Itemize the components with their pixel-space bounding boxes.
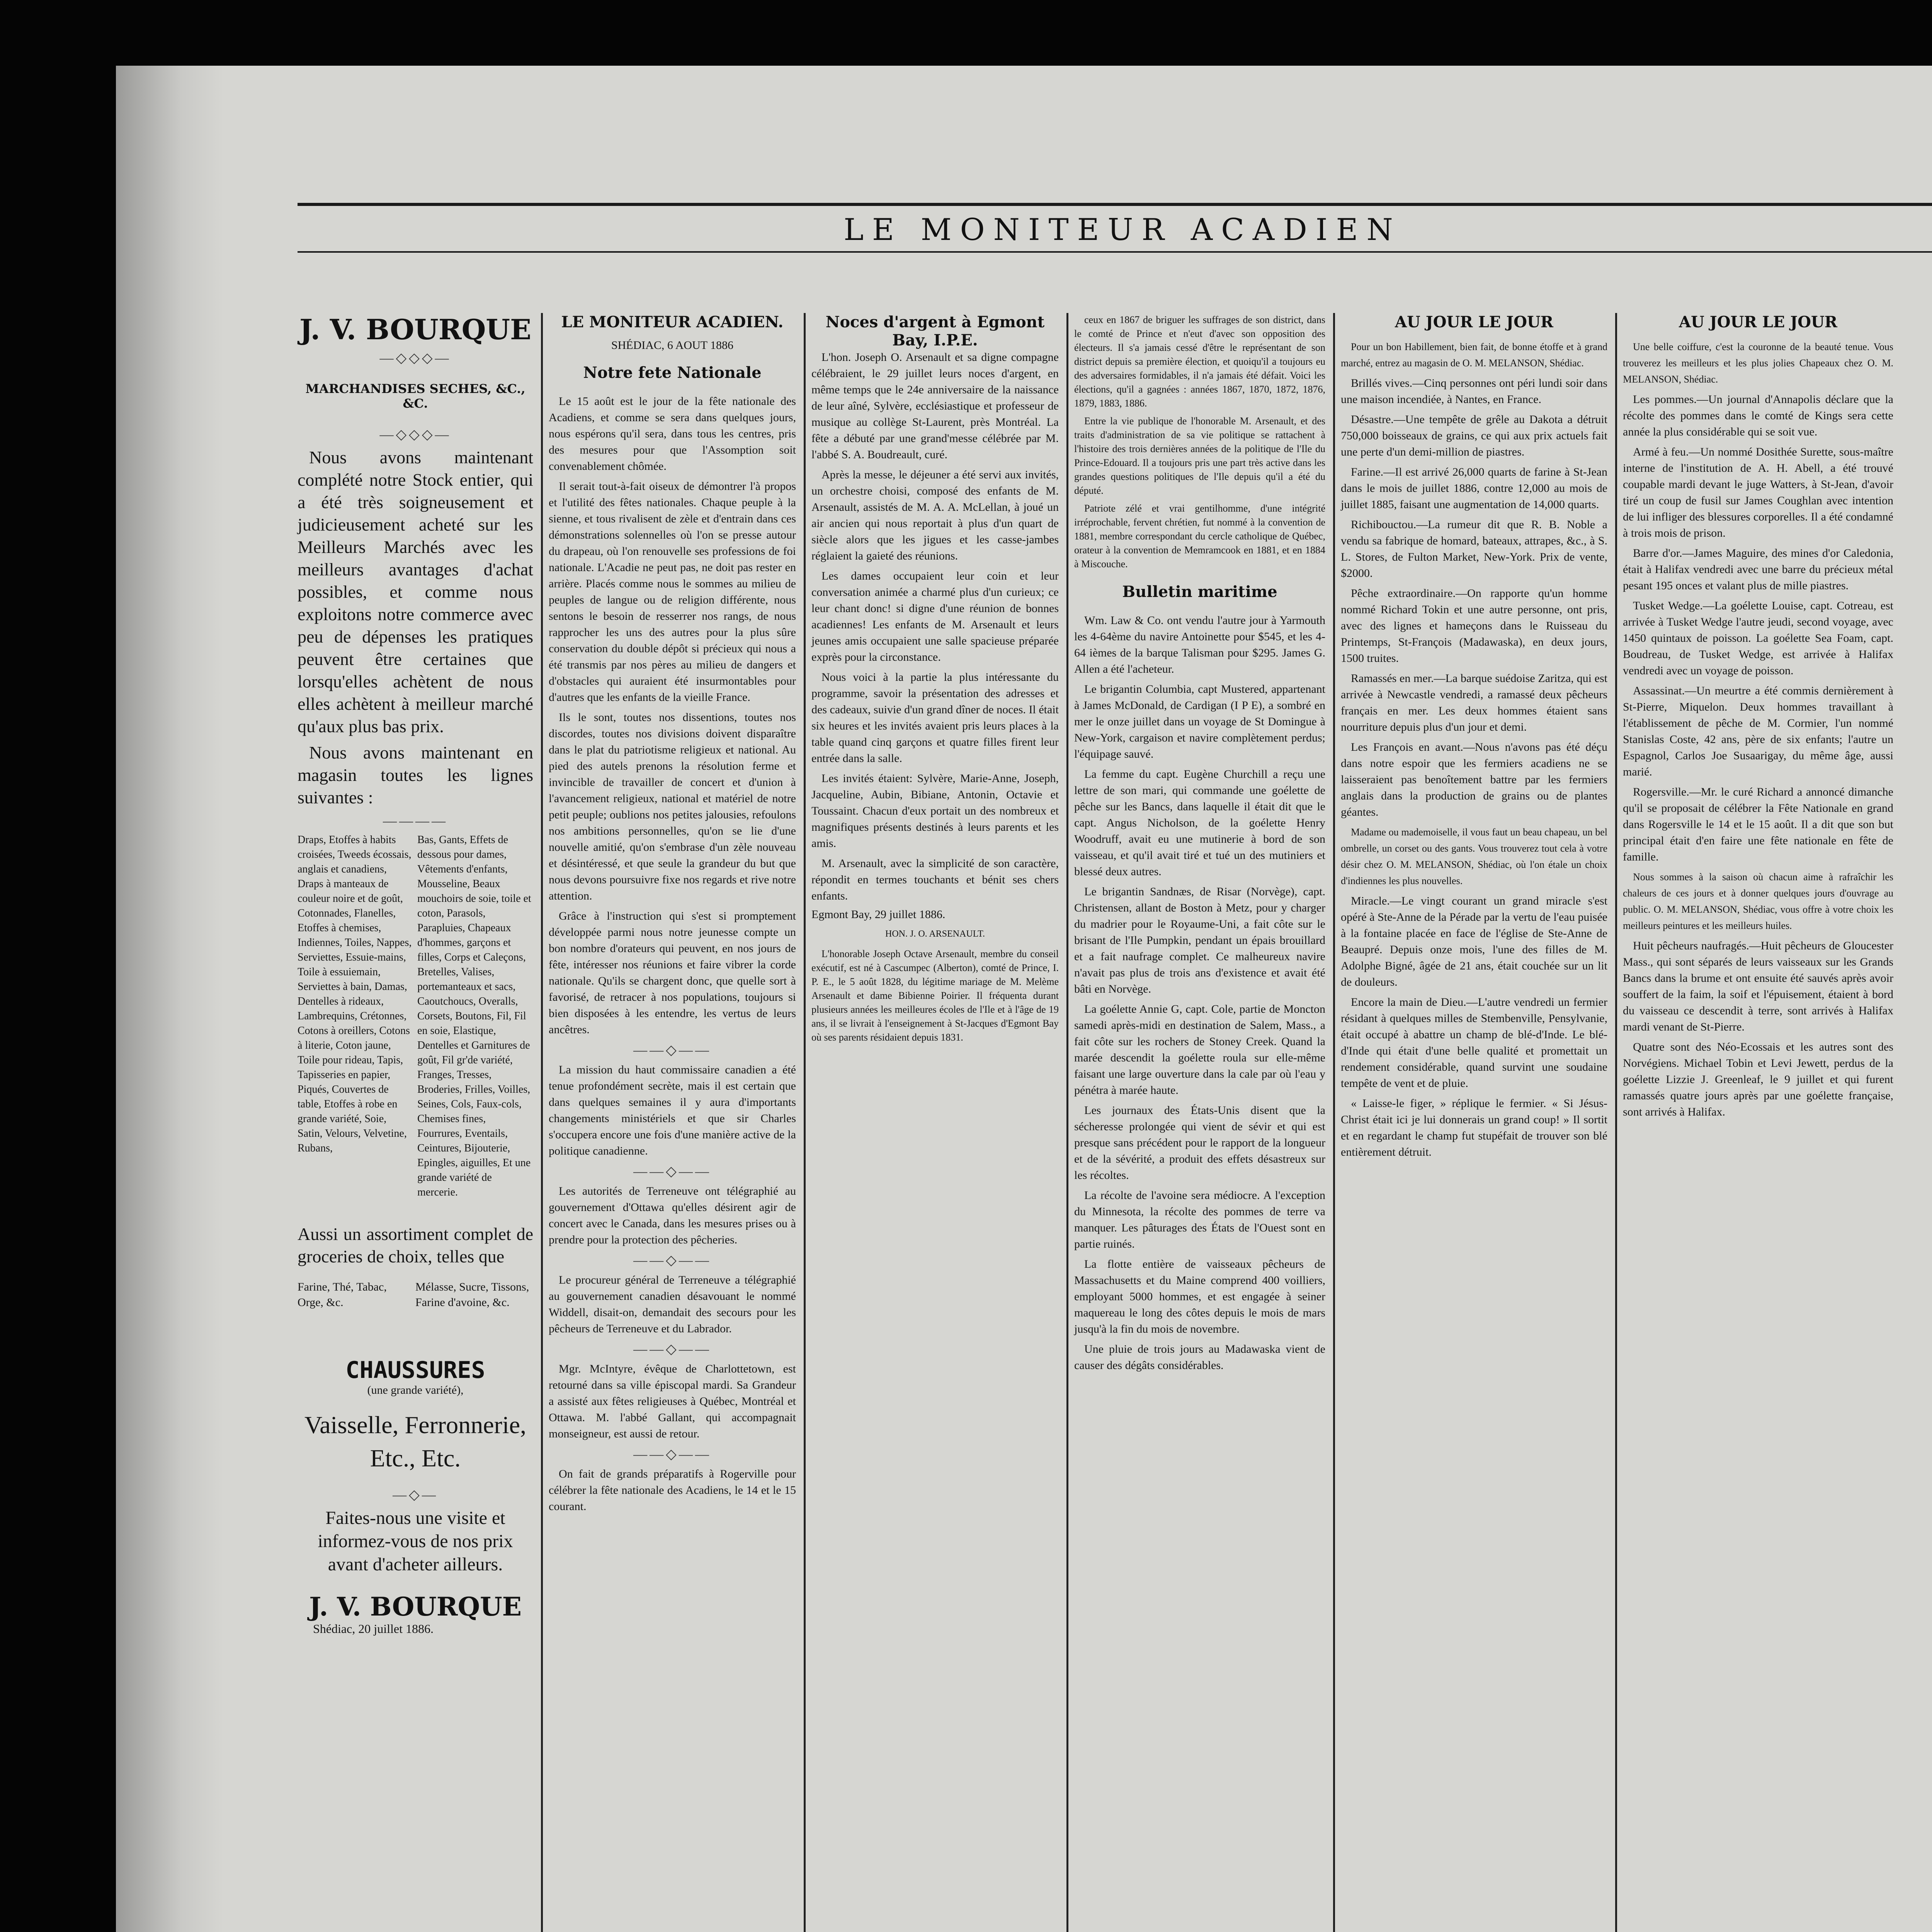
news-item: Brillés vives.—Cinq personnes ont péri lundi soir dans une maison incendiée, à Nantes, en France. [1341, 377, 1607, 406]
divider: ——◇—— [633, 1446, 711, 1462]
bourque-advertisement [298, 313, 533, 1636]
paragraph: L'hon. Joseph O. Arsenault et sa digne compagne célébraient, le 29 juillet leurs noces d'argent, en même temps que le 24e anniversaire de la naissance de leur aîné, Sylvère, ecclésiastique et professeur de musique au collège St-Laurent, près Montréal. La fête a débuté par une grand'messe célébrée par M. l'abbé S. A. Boudreault, curé. [811, 351, 1059, 461]
page-fold-shadow [116, 66, 224, 1932]
ad-intro-2: Nous avons maintenant en magasin toutes les lignes suivantes : [298, 743, 533, 807]
au-jour-le-jour-column-2 [1623, 313, 1893, 1124]
au-jour-le-jour-column-1 [1341, 313, 1607, 1164]
news-item: Encore la main de Dieu.—L'autre vendredi un fermier résidant à quelques milles de Stembenville, Pensylvanie, était occupé à abattre un champ de blé-d'Inde. Le blé-d'Inde qui était d'une belle qualité et promettait un rendement considérable, quand survint une soudaine tempête de vent et de pluie. [1341, 996, 1607, 1090]
ad-subtitle: MARCHANDISES SECHES, &C., &C. [305, 381, 526, 411]
noces-column [811, 313, 1059, 1048]
groceries-title: Aussi un assortiment complet de groceries de choix, telles que [298, 1224, 533, 1266]
masthead-bottom-rule [298, 251, 1932, 253]
ad-name: J. V. BOURQUE [299, 313, 531, 346]
divider: ——◇—— [633, 1252, 711, 1268]
paragraph: Les invités étaient: Sylvère, Marie-Anne, Joseph, Jacqueline, Aubin, Bibiane, Antonin, Octavie et Toussaint. Chacun d'eux portait un des nombreux et magnifiques présents destinés à leurs parents et les amis. [811, 772, 1059, 850]
paragraph: ceux en 1867 de briguer les suffrages de son district, dans le comté de Prince et n'eut d'avec son opposition des électeurs. Il s'a jamais cessé d'être le représentant de son district depuis sa première élection, et quoiqu'il a toujours eu des adversaires formidables, il n'a jamais été défait. Voici les élections, qu'il a gagnées : années 1867, 1870, 1872, 1876, 1879, 1883, 1886. [1074, 314, 1325, 409]
column-rule [1066, 313, 1068, 1932]
paragraph: La flotte entière de vaisseaux pêcheurs de Massachusetts et du Maine comprend 400 voilliers, employant 5000 hommes, et est engagée à seiner maquereau le long des côtes depuis le mois de mars jusqu'à la fin du mois de novembre. [1074, 1258, 1325, 1335]
paragraph: Ils le sont, toutes nos dissentions, toutes nos discordes, toutes nos divisions doivent disparaître dans le plat du patriotisme religieux et national. Au pied des autels prenons la résolution ferme et invincible de travailler de concert et d'union à l'avancement religieux, national et matériel de notre petit peuple; oublions nos petites jalousies, refoulons nos ambitions personnelles, qu'on se lie d'une nouvelle amitié, qu'on s'embrase d'un zèle nouveau et désintéressé, et que seule la grandeur du but que nous devons poursuivre fixe nos regards et rive notre attention. [549, 711, 796, 902]
news-item: Les pommes.—Un journal d'Annapolis déclare que la récolte des pommes dans le comté de Kings sera cette année la plus considérable qui se soit vue. [1623, 393, 1893, 438]
paragraph: Le procureur général de Terreneuve a télégraphié au gouvernement canadien désavouant le nommé Widdell, disait-on, demandait des secours pour les pêcheurs de Terreneuve et du Labrador. [549, 1274, 796, 1335]
paragraph: Une pluie de trois jours au Madawaska vient de causer des dégâts considérables. [1074, 1343, 1325, 1372]
news-item: Huit pêcheurs naufragés.—Huit pêcheurs de Gloucester Mass., qui sont séparés de leurs vaisseaux sur les Grands Bancs dans la brume et ont ensuite été sauvés après avoir souffert de la faim, la soif et l'épuisement, étaient à bord du vaisseau ce descendit à terre, sont arrivés à Halifax mardi venant de St-Pierre. [1623, 939, 1893, 1033]
signoff: Egmont Bay, 29 juillet 1886. [811, 908, 946, 921]
paragraph: Entre la vie publique de l'honorable M. Arsenault, et des traits d'administration de sa vie politique se rattachent à l'histoire des trois dernières années de la politique de l'Ile du Prince-Edouard. Il a toujours pris une part très active dans les grandes questions politiques de l'Ile depuis qu'il a été du député. [1074, 415, 1325, 496]
divider: ——◇—— [633, 1042, 711, 1058]
column-header: AU JOUR LE JOUR [1679, 313, 1838, 331]
column-header: AU JOUR LE JOUR [1395, 313, 1554, 331]
masthead-top-rule [298, 203, 1932, 206]
ad-signature: J. V. BOURQUE [309, 1592, 522, 1622]
column-rule [804, 313, 806, 1932]
divider: ———— [383, 813, 448, 828]
news-item: Miracle.—Le vingt courant un grand miracle s'est opéré à Ste-Anne de la Pérade par la vertu de l'eau puisée à la fontaine placée en face de l'église de Ste-Anne de Beaupré. Depuis onze mois, l'une des filles de M. Adolphe Bigné, âgée de 21 ans, était couchée sur un lit de douleurs. [1341, 895, 1607, 988]
paragraph: Les dames occupaient leur coin et leur conversation animée a charmé plus d'un curieux; ce leur chant donc! si digne d'une réunion de bonnes acadiennes! Les enfants de M. Arsenault et leurs jeunes amis occupaient une salle spacieuse préparée exprès pour la circonstance. [811, 570, 1059, 663]
bio-title: HON. J. O. ARSENAULT. [885, 929, 985, 939]
news-item: « Laisse-le figer, » réplique le fermier. « Si Jésus-Christ était ici je lui donnerais un grand coup! » Il sortit et en regardant le champ fut stupéfait de trouver son blé entièrement détruit. [1341, 1097, 1607, 1158]
news-item: Désastre.—Une tempête de grêle au Dakota a détruit 750,000 boisseaux de grains, ce qui aux prix actuels fait une perte d'un demi-million de piastres. [1341, 413, 1607, 458]
paragraph: La récolte de l'avoine sera médiocre. A l'exception du Minnesota, la récolte des pommes de terre va manquer. Les pâturages des États de l'Ouest sont en partie ruinés. [1074, 1189, 1325, 1250]
paragraph: Mgr. McIntyre, évêque de Charlottetown, est retourné dans sa ville épiscopal mardi. Sa Grandeur a assisté aux fêtes religieuses à Québec, Montréal et Ottawa. M. l'abbé Gallant, qui accompagnait monseigneur, est aussi de retour. [549, 1362, 796, 1440]
article-title: Noces d'argent à Egmont Bay, I.P.E. [825, 313, 1045, 349]
groceries-list [298, 1279, 533, 1310]
goods-right: Bas, Gants, Effets de dessous pour dames, Vêtements d'enfants, Mousseline, Beaux mouchoirs de soie, toile et coton, Parasols, Parapluies, Chapeaux d'hommes, garçons et filles, Corps et Caleçons, Bretelles, Valises, portemanteaux et sacs, Caoutchoucs, Overalls, Corsets, Boutons, Fil, Fil en soie, Elastique, Dentelles et Garnitures de goût, Fil gr'de variété, Franges, Tresses, Broderies, Frilles, Voilles, Seines, Cols, Faux-cols, Chemises fines, Fourrures, Eventails, Ceintures, Bijouterie, Epingles, aiguilles, Et une grande variété de mercerie. [417, 834, 531, 1198]
news-item: Tusket Wedge.—La goélette Louise, capt. Cotreau, est arrivée à Tusket Wedge l'autre jeudi, second voyage, avec 1450 quintaux de poisson. La goélette Sea Foam, capt. Boudreau, de Tusket Wedge, est arrivée à Halifax vendredi avec un voyage de poisson. [1623, 599, 1893, 677]
editorial-column [549, 313, 796, 1519]
ornament: —◇◇◇— [379, 350, 451, 366]
paragraph: Patriote zélé et vrai gentilhomme, d'une intégrité irréprochable, fervent chrétien, fut nommé à la convention de 1881, membre correspondant du cercle catholique de Québec, orateur à la convention de Memramcook en 1881, et en 1884 à Miscouche. [1074, 503, 1325, 570]
news-item: Les François en avant.—Nous n'avons pas été déçu dans notre espoir que les fermiers acadiens ne se laisseraient pas benoîtement battre par les fermiers anglais dans la production de grains ou de plantes géantes. [1341, 741, 1607, 818]
news-item: Pêche extraordinaire.—On rapporte qu'un homme nommé Richard Tokin et une autre personne, ont pris, avec des lignes et hameçons dans le Ruisseau du Printemps, St-François (Madawaska), en deux jours, 1500 truites. [1341, 587, 1607, 665]
divider: ——◇—— [633, 1163, 711, 1179]
news-item: Assassinat.—Un meurtre a été commis dernièrement à St-Pierre, Miquelon. Deux hommes travaillant à l'établissement de pêche de M. Cormier, l'un nommé Stanislas Coste, 42 ans, père de six enfants; l'autre un Espagnol, Carlos Joe Susaarigay, du même âge, aussi marié. [1623, 684, 1893, 778]
news-item: Richibouctou.—La rumeur dit que R. B. Noble a vendu sa fabrique de homard, bateaux, attrapes, &c., à S. L. Stores, de Fulton Market, New-York. Prix de vente, $2000. [1341, 518, 1607, 580]
advertisement-note: Madame ou mademoiselle, il vous faut un beau chapeau, un bel ombrelle, un corset ou des gants. Vous trouverez tout cela à votre désir chez O. M. MELANSON, Shédiac, où l'on étale un choix d'indiennes les plus nouvelles. [1341, 827, 1607, 886]
news-item: Ramassés en mer.—La barque suédoise Zaritza, qui est arrivée à Newcastle vendredi, a ramassé deux pêcheurs français en mer. Les deux hommes étaient sans nourriture depuis plus d'un jour et demi. [1341, 672, 1607, 733]
column-rule [1333, 313, 1335, 1932]
news-item: Rogersville.—Mr. le curé Richard a annoncé dimanche qu'il se proposait de célébrer la Fête Nationale en grand dans Rogersville le 14 et le 15 août. Il a dit que son but principal était d'en faire une fête nationale en fête de famille. [1623, 786, 1893, 863]
ad-intro: Nous avons maintenant complété notre Stock entier, qui a été très soigneusement et judicieusement acheté sur les Meilleurs Marchés avec les meilleurs avantages d'achat possibles, et comme nous exploitons notre commerce avec peu de dépenses les pratiques peuvent être certaines que lorsqu'elles achètent de nous elles achètent à meilleur marché qu'aux plus bas prix. [298, 447, 533, 736]
paragraph: La goélette Annie G, capt. Cole, partie de Moncton samedi après-midi en destination de Salem, Mass., a fait côte sur les rochers de Stoney Creek. Quand la marée descendit la goélette roula sur elle-même faisant une large ouverture dans la cale par où l'eau y pénétra à marée haute. [1074, 1003, 1325, 1097]
column-rule [541, 313, 543, 1932]
maritime-column [1074, 313, 1325, 1378]
newspaper-page [116, 66, 1932, 1932]
article-title: Notre fete Nationale [583, 364, 762, 382]
news-item: Farine.—Il est arrivé 26,000 quarts de farine à St-Jean dans le mois de juillet 1886, contre 12,000 au mois de juillet 1885, faisant une augmentation de 14,000 quarts. [1341, 466, 1607, 511]
paragraph: Le brigantin Sandnæs, de Risar (Norvège), capt. Christensen, allant de Boston à Metz, pour y charger du madrier pour le Royaume-Uni, a fait côte sur le brisant de l'Ile Pumpkin, pendant un épais brouillard et a fait naufrage complet. Ce malheureux navire n'avait pas plus de trois ans d'existence et avait été bâti en Norvège. [1074, 885, 1325, 995]
ad-date: Shédiac, 20 juillet 1886. [313, 1622, 434, 1636]
paragraph: Après la messe, le déjeuner a été servi aux invités, un orchestre choisi, composé des enfants de M. Arsenault, assistés de M. A. A. McLellan, à joué un air ancien qui nous reportait à plus d'un quart de siècle alors que les jigues et les casse-jambes réglaient la gaieté des réunions. [811, 468, 1059, 562]
groceries-right: Mélasse, Sucre, Tissons, Farine d'avoine, &c. [415, 1281, 529, 1309]
news-item: Quatre sont des Néo-Ecossais et les autres sont des Norvégiens. Michael Tobin et Levi Jewett, perdus de la goélette Lizzie J. Greenleaf, le 9 juillet et qui furent ramassés quatre jours après par une goélette française, sont arrivés à Halifax. [1623, 1041, 1893, 1118]
paragraph: Le 15 août est le jour de la fête nationale des Acadiens, et comme se sera dans quelques jours, nous espérons qu'il sera, dans tous les centres, pris des mesures pour que l'Assomption soit convenablement chômée. [549, 395, 796, 473]
goods-list [298, 833, 533, 1200]
ornament: —◇◇◇— [379, 427, 451, 442]
divider: —◇— [393, 1487, 438, 1502]
advertisement-note: Une belle coiffure, c'est la couronne de la beauté tenue. Vous trouverez les meilleurs et les plus jolies Chapeaux chez O. M. MELANSON, Shédiac. [1623, 341, 1893, 385]
groceries-left: Farine, Thé, Tabac, Orge, &c. [298, 1281, 387, 1309]
column-rule [1615, 313, 1617, 1932]
dateline: SHÉDIAC, 6 AOUT 1886 [611, 339, 734, 352]
paragraph: La mission du haut commissaire canadien a été tenue profondément secrète, mais il est certain que dans quelques semaines il y aura d'importants changements ministériels et que sir Charles s'occupera encore une fois d'une manière active de la politique canadienne. [549, 1063, 796, 1157]
shoes-note: (une grande variété), [367, 1384, 464, 1396]
news-item: Armé à feu.—Un nommé Dosithée Surette, sous-maître interne de l'institution de A. H. Abell, a été trouvé coupable mardi devant le juge Watters, à St-Jean, d'avoir tiré un coup de fusil sur James Coughlan avec intention de lui infliger des blessures corporelles. Il a été condamné à trois mois de prison. [1623, 446, 1893, 539]
goods-left: Draps, Etoffes à habits croisées, Tweeds écossais, anglais et canadiens, Draps à manteaux de couleur noire et de goût, Cotonnades, Flanelles, Etoffes à chemises, Indiennes, Toiles, Nappes, Serviettes, Essuie-mains, Toile à essuiemain, Serviettes à bain, Damas, Dentelles à rideaux, Lambrequins, Crétonnes, Cotons à oreillers, Cotons à literie, Coton jaune, Toile pour rideau, Tapis, Tapisseries en papier, Piqués, Couvertes de table, Etoffes à robe en grande variété, Soie, Satin, Velours, Velvetine, Rubans, [298, 834, 412, 1154]
paragraph: Le brigantin Columbia, capt Mustered, appartenant à James McDonald, de Cardigan (I P E), a sombré en mer le onze juillet dans un voyage de St Domingue à New-York, cargaison et navire complètement perdus; l'équipage sauvé. [1074, 683, 1325, 760]
paragraph: Grâce à l'instruction qui s'est si promptement développée parmi nous notre jeunesse compte un bon nombre d'orateurs qui peuvent, en nos jours de fête, intéresser nos réunions et faire vibrer la corde nationale. Qu'ils se chargent donc, que quelle sort à favorisé, de retracer à nos populations, toujours si bien disposées à les entendre, les vertus de leurs ancêtres. [549, 910, 796, 1036]
paper-header: LE MONITEUR ACADIEN. [561, 313, 784, 331]
paragraph: L'honorable Joseph Octave Arsenault, membre du conseil exécutif, est né à Cascumpec (Alberton), comté de Prince, I. P. E., le 5 août 1828, du légitime mariage de M. Melème Arsenault et dame Bibienne Poirier. Il fréquenta durant plusieurs années les meilleures écoles de l'Ile et à l'âge de 19 ans, il se livrait à l'enseignement à St-Jacques d'Egmont Bay où ses parents résidaient depuis 1831. [811, 948, 1059, 1043]
paragraph: Les journaux des États-Unis disent que la sécheresse prolongée qui vient de sévir et qui est presque sans précédent pour le rapport de la longueur et de la sévérité, a produit des effets désastreux sur les récoltes. [1074, 1104, 1325, 1182]
paragraph: Les autorités de Terreneuve ont télégraphié au gouvernement d'Ottawa qu'elles désirent agir de concert avec le Canada, dans les mesures prises ou à prendre pour la protection des pêcheries. [549, 1185, 796, 1246]
vaisselle-heading: Vaisselle, Ferronnerie, Etc., Etc. [304, 1411, 527, 1472]
paragraph: Wm. Law & Co. ont vendu l'autre jour à Yarmouth les 4-64ème du navire Antoinette pour $545, et les 4-64 ièmes de la barque Talisman pour $295. James G. Allen a été l'acheteur. [1074, 614, 1325, 675]
paragraph: Nous voici à la partie la plus intéressante du programme, savoir la présentation des adresses et des cadeaux, suivie d'un grand dîner de noces. Il était six heures et les invités avaient pris leurs places à la table quand cinq garçons et quatre filles firent leur entrée dans la salle. [811, 671, 1059, 765]
paragraph: M. Arsenault, avec la simplicité de son caractère, répondit en termes touchants et bénit ses chers enfants. [811, 857, 1059, 902]
paragraph: La femme du capt. Eugène Churchill a reçu une lettre de son mari, qui commande une goélette de pêche sur les Bancs, dans laquelle il était dit que le capt. Angus Nicholson, de la goélette Henry Woodruff, avait eu une mutinerie à bord de son vaisseau, et qu'il avait tiré et tué un des mutiniers et blessé deux autres. [1074, 768, 1325, 878]
paragraph: On fait de grands préparatifs à Rogerville pour célébrer la fête nationale des Acadiens, le 14 et le 15 courant. [549, 1468, 796, 1513]
visit-invitation: Faites-nous une visite et informez-vous de nos prix avant d'acheter ailleurs. [318, 1508, 513, 1575]
masthead-title: LE MONITEUR ACADIEN [844, 213, 1401, 247]
divider: ——◇—— [633, 1341, 711, 1357]
advertisement-note: Nous sommes à la saison où chacun aime à rafraîchir les chaleurs de ces jours et à donner quelques jours d'ouvrage au public. O. M. MELANSON, Shédiac, vous offre à votre choix les meilleurs peintures et les meilleurs huiles. [1623, 871, 1893, 931]
paragraph: Il serait tout-à-fait oiseux de démontrer l'à propos et l'utilité des fêtes nationales. Chaque peuple à la sienne, et tous rivalisent de zèle et d'entrain dans ces démonstrations solennelles où l'on se presse autour du drapeau, où l'on renouvelle ses professions de foi nationale. L'Acadie ne peut pas, ne doit pas rester en arrière. Placés comme nous le sommes au milieu de peuples de langue ou de religion différente, nous sentons le besoin de resserrer nos rangs, de nous rapprocher les uns des autres pour la plus sûre conservation du double dépôt si précieux qui nous a été transmis par nos pères au milieu de dangers et d'obstacles qui auraient été insurmontables pour d'autres que les enfants de la vieille France. [549, 480, 796, 704]
bulletin-title: Bulletin maritime [1122, 583, 1277, 601]
advertisement-note: Pour un bon Habillement, bien fait, de bonne étoffe et à grand marché, entrez au magasin de O. M. MELANSON, Shédiac. [1341, 341, 1607, 369]
news-item: Barre d'or.—James Maguire, des mines d'or Caledonia, était à Halifax vendredi avec une barre du précieux métal pesant 195 onces et valant plus de mille piastres. [1623, 547, 1893, 592]
shoes-heading: CHAUSSURES [345, 1357, 485, 1384]
